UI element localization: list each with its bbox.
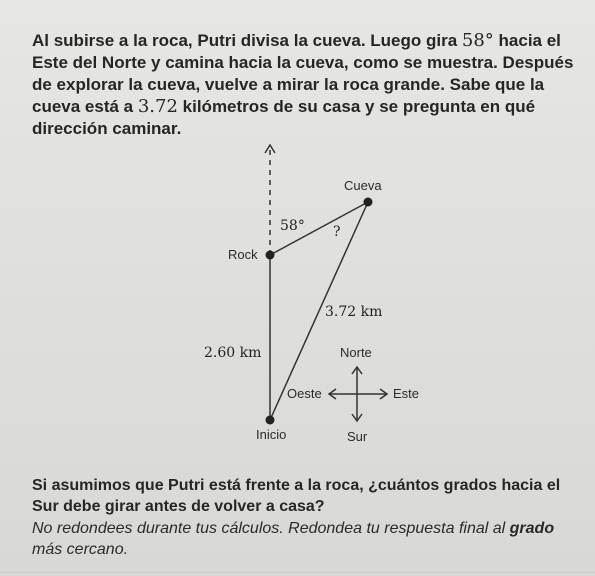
problem-text-3: kilómetros de su casa y se pregunta en qué dirección caminar. xyxy=(32,97,536,138)
label-unknown-angle: ? xyxy=(333,224,341,240)
divider xyxy=(0,572,595,573)
label-cueva: Cueva xyxy=(344,178,382,193)
problem-angle: 58° xyxy=(461,30,494,51)
rock-point xyxy=(266,251,275,260)
label-rock: Rock xyxy=(228,247,258,262)
problem-text-1: Al subirse a la roca, Putri divisa la cueva. Luego gira xyxy=(32,31,462,50)
label-angle: 58° xyxy=(280,218,305,234)
compass-south-label: Sur xyxy=(347,429,368,444)
label-side: 2.60 km xyxy=(204,345,262,361)
instruction-before: No redondees durante tus cálculos. Redondea tu respuesta final al xyxy=(32,520,510,537)
compass-west-label: Oeste xyxy=(287,386,322,401)
problem-distance: 3.72 xyxy=(137,96,178,117)
rounding-instruction xyxy=(32,518,587,560)
question-text: Si asumimos que Putri está frente a la roca, ¿cuántos grados hacia el Sur debe girar antes de volver a casa? xyxy=(32,477,561,515)
compass-rose xyxy=(287,345,419,444)
cueva-point xyxy=(364,198,373,207)
instruction-bold: grado xyxy=(509,520,555,537)
instruction-after: más cercano. xyxy=(32,541,129,558)
label-inicio: Inicio xyxy=(256,427,287,442)
compass-east-label: Este xyxy=(393,386,420,401)
problem-text-2: hacia el Este del Norte y camina hacia la cueva, como se muestra. Después de explorar la cueva, vuelve a mirar la roca grande. Sabe que la cueva está a xyxy=(32,31,574,116)
inicio-point xyxy=(266,416,275,425)
label-hypotenuse: 3.72 km xyxy=(325,304,383,320)
compass-north-label: Norte xyxy=(340,345,372,360)
